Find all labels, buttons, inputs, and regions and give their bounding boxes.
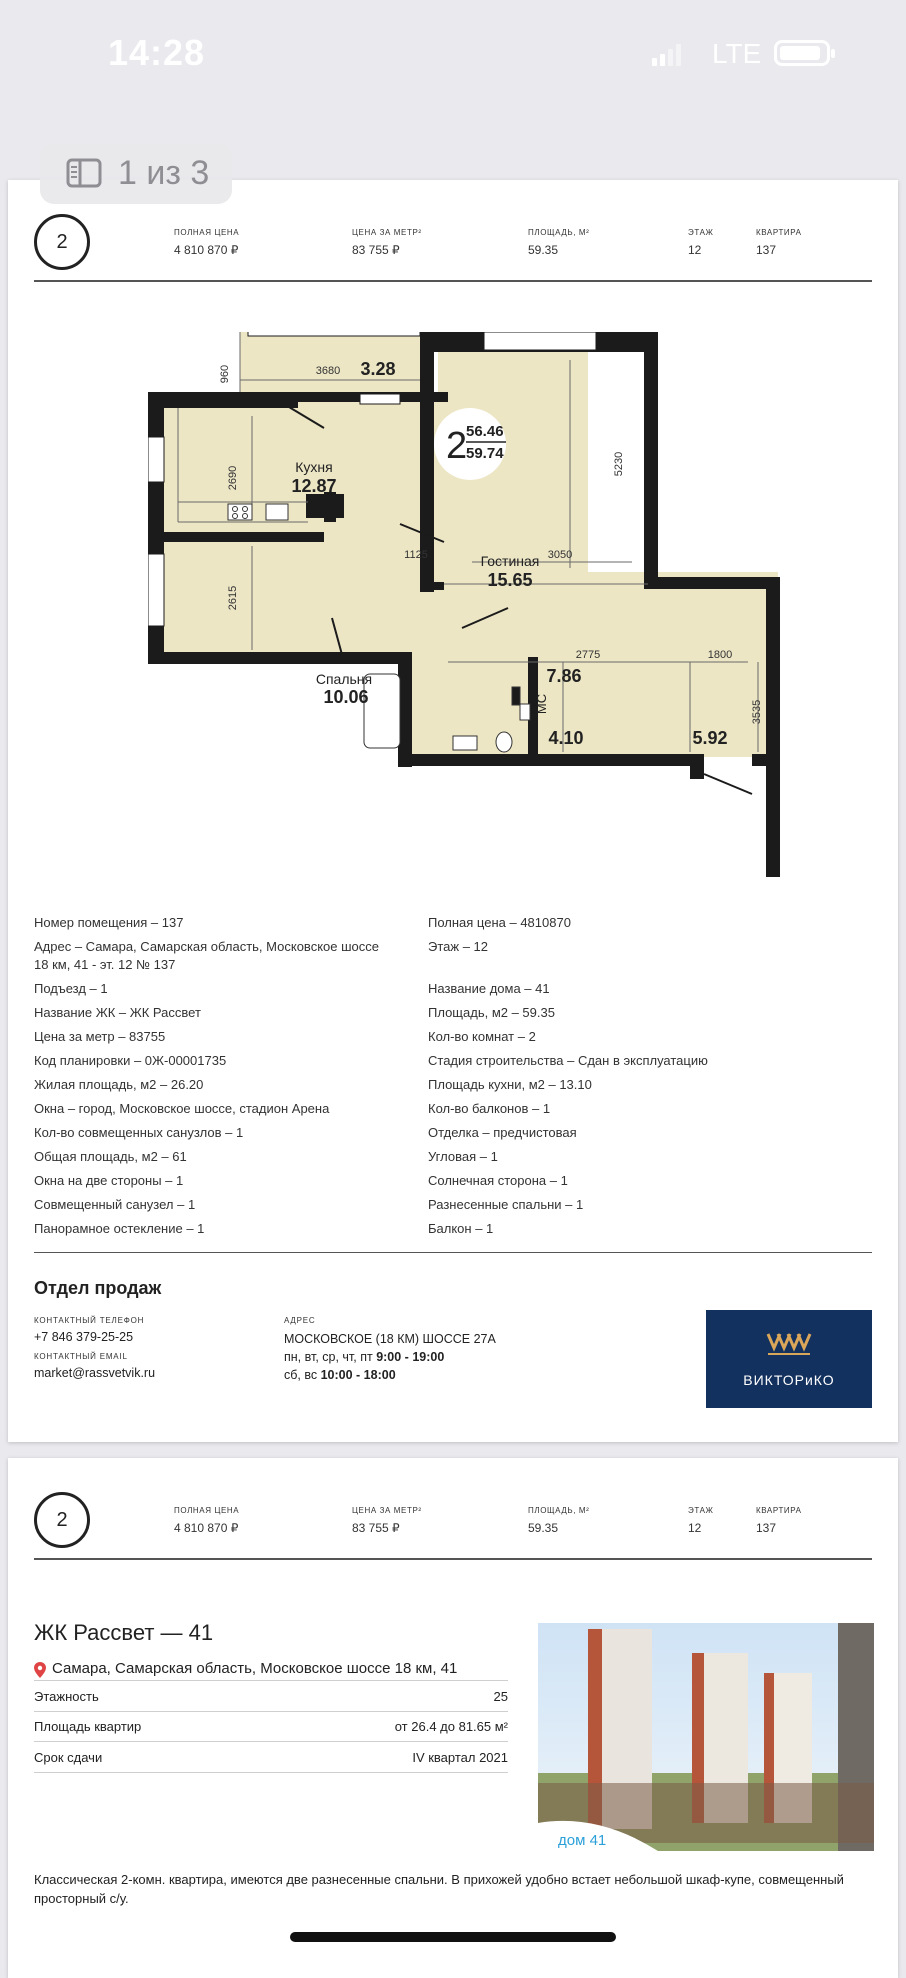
dimension-label: 3050 (547, 549, 573, 561)
listing-header (34, 1458, 872, 1560)
info-line: Адрес – Самара, Самарская область, Московское шоссе (34, 939, 379, 954)
info-line: Угловая – 1 (428, 1149, 498, 1164)
header-value: 137 (756, 243, 777, 257)
info-line: Стадия строительства – Сдан в эксплуатацию (428, 1053, 708, 1068)
info-line: Кол-во комнат – 2 (428, 1029, 536, 1044)
info-line: Цена за метр – 83755 (34, 1029, 166, 1044)
hours-weekend: сб, вс 10:00 - 18:00 (284, 1368, 396, 1382)
building-label: дом 41 (558, 1832, 607, 1849)
info-line: Этаж – 12 (428, 939, 488, 954)
header-label: ЦЕНА ЗА МЕТР² (352, 228, 422, 237)
room-area: 15.65 (487, 570, 533, 590)
dimension-label: 1125 (404, 549, 428, 561)
complex-row (34, 1742, 508, 1773)
room-area: 7.86 (546, 666, 582, 686)
room-area: 3.28 (360, 359, 396, 379)
room-area: 12.87 (291, 476, 337, 496)
phone-label: КОНТАКТНЫЙ ТЕЛЕФОН (34, 1316, 145, 1325)
header-label: ЭТАЖ (688, 228, 714, 237)
header-value: 4 810 870 ₽ (174, 1521, 239, 1535)
header-label: ПОЛНАЯ ЦЕНА (174, 228, 240, 237)
mc-label: МС (534, 693, 549, 715)
info-line: Полная цена – 4810870 (428, 915, 571, 930)
header-value: 83 755 ₽ (352, 243, 400, 257)
address-label: АДРЕС (284, 1316, 316, 1325)
header-label: ПЛОЩАДЬ, М² (528, 1506, 590, 1515)
complex-row (34, 1680, 508, 1712)
building-image (538, 1623, 874, 1851)
info-line: Кол-во совмещенных санузлов – 1 (34, 1125, 244, 1140)
info-line: Подъезд – 1 (34, 981, 108, 996)
info-line: Номер помещения – 137 (34, 915, 184, 930)
dimension-label: 3680 (315, 365, 341, 377)
complex-description: Классическая 2-комн. квартира, имеются две разнесенные спальни. В прихожей удобно встает небольшой шкаф-купе, совмещенный просторный с/у. (34, 1872, 844, 1906)
dimension-label: 5230 (613, 451, 625, 477)
rooms-circle: 2 (34, 214, 90, 270)
network-label: LTE (712, 38, 762, 69)
complex-title: ЖК Рассвет — 41 (34, 1620, 214, 1645)
dimension-label: 3535 (751, 699, 763, 725)
floor-plan (148, 332, 788, 882)
info-right (428, 914, 708, 1244)
header-label: ПЛОЩАДЬ, М² (528, 228, 590, 237)
info-left (34, 914, 379, 1244)
room-area: 5.92 (692, 728, 728, 748)
status-time: 14:28 (108, 32, 206, 73)
room-area: 10.06 (323, 687, 369, 707)
plan-badge-total: 59.74 (466, 445, 504, 462)
plan-badge-rooms: 2 (446, 425, 468, 467)
document-page-1 (8, 180, 898, 1442)
info-line: Солнечная сторона – 1 (428, 1173, 568, 1188)
sales-address: МОСКОВСКОЕ (18 КМ) ШОССЕ 27А (284, 1332, 496, 1346)
email-link[interactable]: market@rassvetvik.ru (34, 1366, 156, 1380)
header-value: 12 (688, 1521, 702, 1535)
info-line: Отделка – предчистовая (428, 1125, 577, 1140)
header-label: ЦЕНА ЗА МЕТР² (352, 1506, 422, 1515)
complex-address: Самара, Самарская область, Московское шоссе 18 км, 41 (52, 1660, 458, 1677)
header-value: 83 755 ₽ (352, 1521, 400, 1535)
info-line: Панорамное остекление – 1 (34, 1221, 205, 1236)
dimension-label: 960 (219, 364, 231, 384)
plan-badge-living: 56.46 (466, 423, 504, 440)
header-label: КВАРТИРА (756, 1506, 802, 1515)
phone-link[interactable]: +7 846 379-25-25 (34, 1330, 134, 1344)
row-key: Этажность (34, 1689, 99, 1704)
row-value: от 26.4 до 81.65 м² (394, 1719, 508, 1734)
header-value: 59.35 (528, 1521, 559, 1535)
sidebar-icon (66, 158, 102, 188)
info-line: Общая площадь, м2 – 61 (34, 1149, 187, 1164)
room-area: 4.10 (548, 728, 584, 748)
dimension-label: 2775 (575, 649, 601, 661)
info-line: Окна на две стороны – 1 (34, 1173, 184, 1188)
row-key: Площадь квартир (34, 1719, 142, 1734)
signal-icon (652, 44, 682, 66)
header-label: КВАРТИРА (756, 228, 802, 237)
info-line: Балкон – 1 (428, 1221, 494, 1236)
complex-row (34, 1711, 508, 1742)
info-line: Площадь кухни, м2 – 13.10 (428, 1077, 592, 1092)
info-line: Площадь, м2 – 59.35 (428, 1005, 555, 1020)
room-name: Гостиная (480, 553, 540, 569)
dimension-label: 2690 (227, 465, 239, 491)
info-line: Кол-во балконов – 1 (428, 1101, 551, 1116)
header-value: 137 (756, 1521, 777, 1535)
info-line: 18 км, 41 - эт. 12 № 137 (34, 957, 176, 972)
status-bar (0, 0, 906, 110)
sales-title: Отдел продаж (34, 1278, 162, 1298)
page-indicator[interactable] (40, 144, 232, 204)
logo-text: ВИКТОРиКО (743, 1372, 835, 1388)
info-line: Разнесенные спальни – 1 (428, 1197, 584, 1212)
document-page-2 (8, 1458, 898, 1978)
hours-weekdays: пн, вт, ср, чт, пт 9:00 - 19:00 (284, 1350, 445, 1364)
rooms-circle: 2 (34, 1492, 90, 1548)
company-logo (706, 1310, 872, 1408)
info-line: Окна – город, Московское шоссе, стадион Арена (34, 1101, 330, 1116)
header-value: 4 810 870 ₽ (174, 243, 239, 257)
row-value: IV квартал 2021 (412, 1750, 508, 1765)
info-line: Совмещенный санузел – 1 (34, 1197, 196, 1212)
header-label: ЭТАЖ (688, 1506, 714, 1515)
room-name: Спальня (315, 671, 373, 687)
info-line: Код планировки – 0Ж-00001735 (34, 1053, 227, 1068)
header-value: 12 (688, 243, 702, 257)
page-count: 1 из 3 (118, 154, 210, 192)
info-line: Название ЖК – ЖК Рассвет (34, 1005, 201, 1020)
battery-icon (774, 40, 830, 66)
logo-mark-icon (766, 1330, 812, 1358)
header-label: ПОЛНАЯ ЦЕНА (174, 1506, 240, 1515)
dimension-label: 2615 (227, 585, 239, 611)
header-value: 59.35 (528, 243, 559, 257)
dimension-label: 1800 (707, 649, 733, 661)
row-key: Срок сдачи (34, 1750, 103, 1765)
divider (34, 1252, 872, 1253)
room-name: Кухня (295, 459, 333, 475)
email-label: КОНТАКТНЫЙ EMAIL (34, 1352, 128, 1361)
info-line: Название дома – 41 (428, 981, 550, 996)
row-value: 25 (493, 1689, 508, 1704)
info-line: Жилая площадь, м2 – 26.20 (34, 1077, 204, 1092)
home-indicator[interactable] (290, 1932, 616, 1942)
location-pin-icon (34, 1662, 46, 1678)
